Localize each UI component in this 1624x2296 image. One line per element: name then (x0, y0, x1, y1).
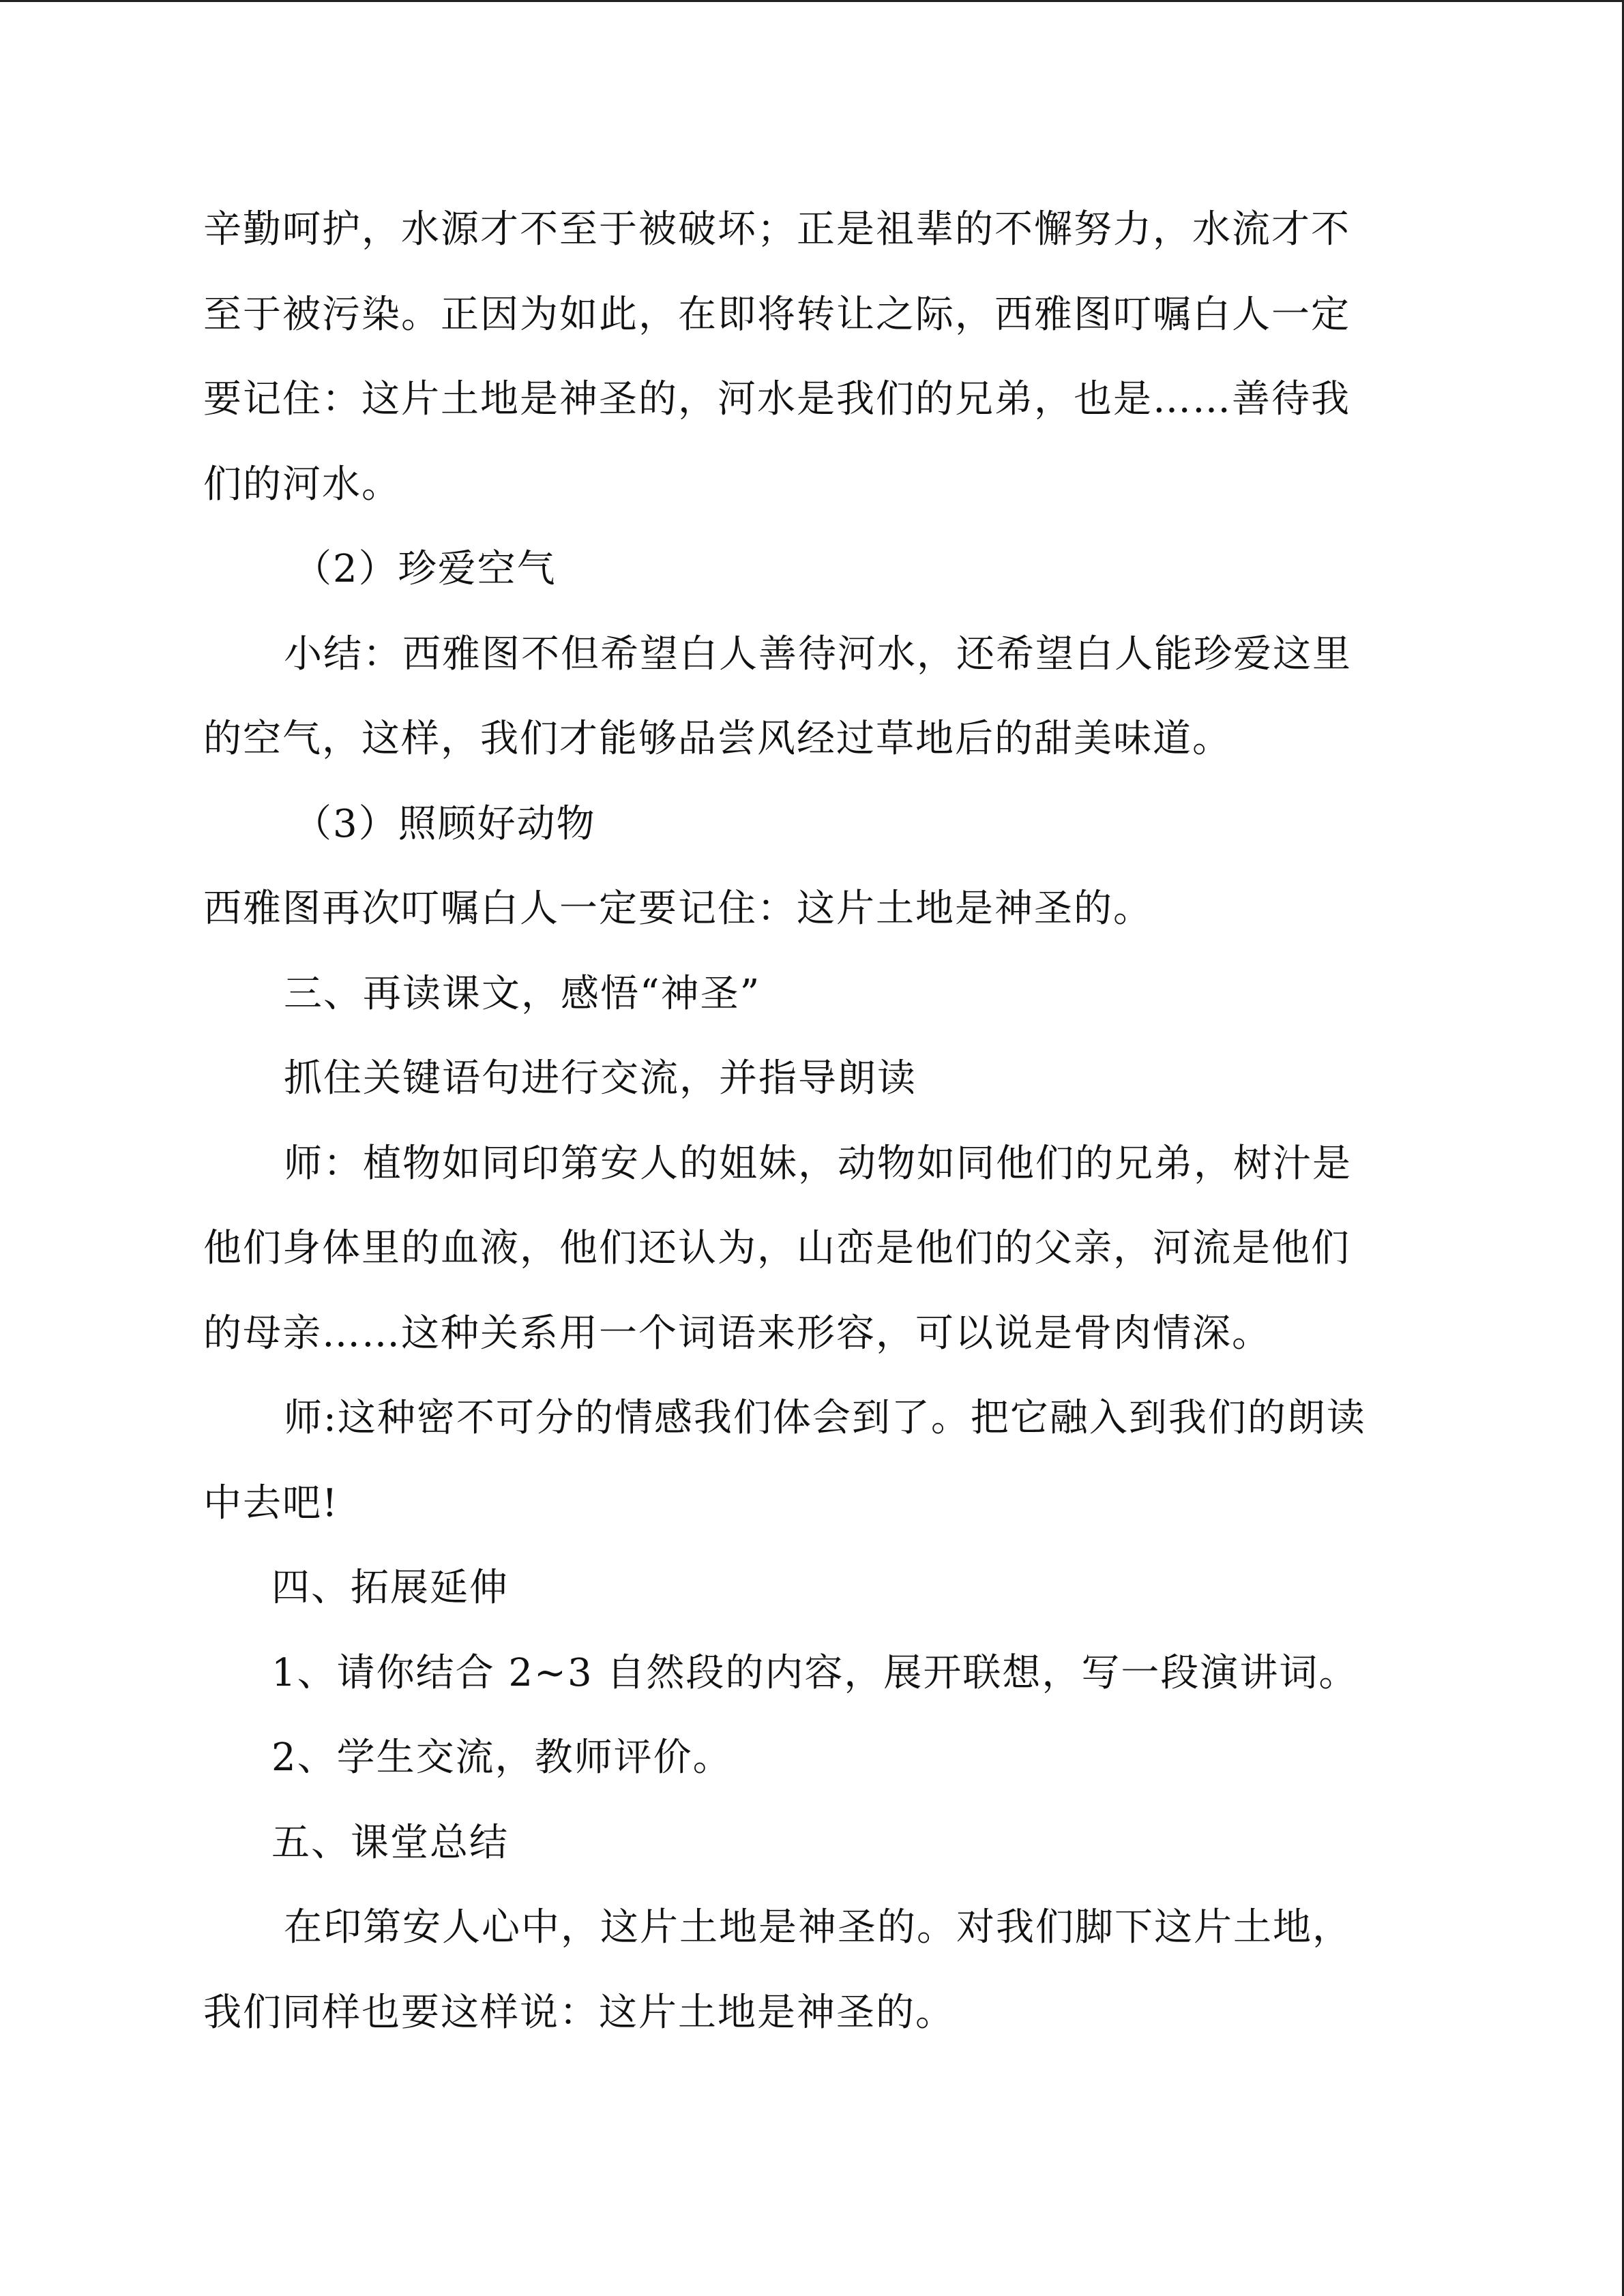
section-heading-5: 五、课堂总结 (271, 1820, 509, 1865)
page-top-border (0, 0, 1624, 2)
paragraph-line: 在印第安人心中，这片土地是神圣的。对我们脚下这片土地， (284, 1905, 1352, 1950)
paragraph-line: 要记住：这片土地是神圣的，河水是我们的兄弟，也是……善待我 (203, 377, 1350, 421)
subheading-cherish-air: （2）珍爱空气 (293, 547, 557, 591)
list-item: 2、学生交流，教师评价。 (271, 1735, 733, 1780)
paragraph-line: 辛勤呵护，水源才不至于被破坏；正是祖辈的不懈努力，水流才不 (203, 207, 1350, 252)
paragraph-line: 他们身体里的血液，他们还认为，山峦是他们的父亲，河流是他们 (203, 1226, 1350, 1270)
paragraph-line: 的母亲……这种关系用一个词语来形容，可以说是骨肉情深。 (203, 1311, 1271, 1356)
paragraph-line: 师：植物如同印第安人的姐妹，动物如同他们的兄弟，树汁是 (284, 1141, 1352, 1186)
paragraph-line: 中去吧! (203, 1480, 339, 1525)
paragraph-line: 师:这种密不可分的情感我们体会到了。把它融入到我们的朗读 (284, 1396, 1366, 1440)
paragraph-line: 至于被污染。正因为如此，在即将转让之际，西雅图叮嘱白人一定 (203, 292, 1350, 337)
paragraph-line: 我们同样也要这样说：这片土地是神圣的。 (203, 1990, 955, 2035)
paragraph-line: 西雅图再次叮嘱白人一定要记住：这片土地是神圣的。 (203, 886, 1153, 931)
section-heading-3: 三、再读课文，感悟“神圣” (284, 971, 761, 1016)
subheading-care-animals: （3）照顾好动物 (293, 801, 596, 846)
document-body (203, 188, 1424, 2055)
list-item: 1、请你结合 2~3 自然段的内容，展开联想，写一段演讲词。 (271, 1650, 1359, 1695)
paragraph-line: 小结：西雅图不但希望白人善待河水，还希望白人能珍爱这里 (284, 631, 1352, 676)
paragraph-line: 抓住关键语句进行交流，并指导朗读 (284, 1056, 917, 1101)
paragraph-line: 们的河水。 (203, 462, 401, 507)
paragraph-line: 的空气，这样，我们才能够品尝风经过草地后的甜美味道。 (203, 717, 1232, 761)
section-heading-4: 四、拓展延伸 (271, 1566, 509, 1610)
